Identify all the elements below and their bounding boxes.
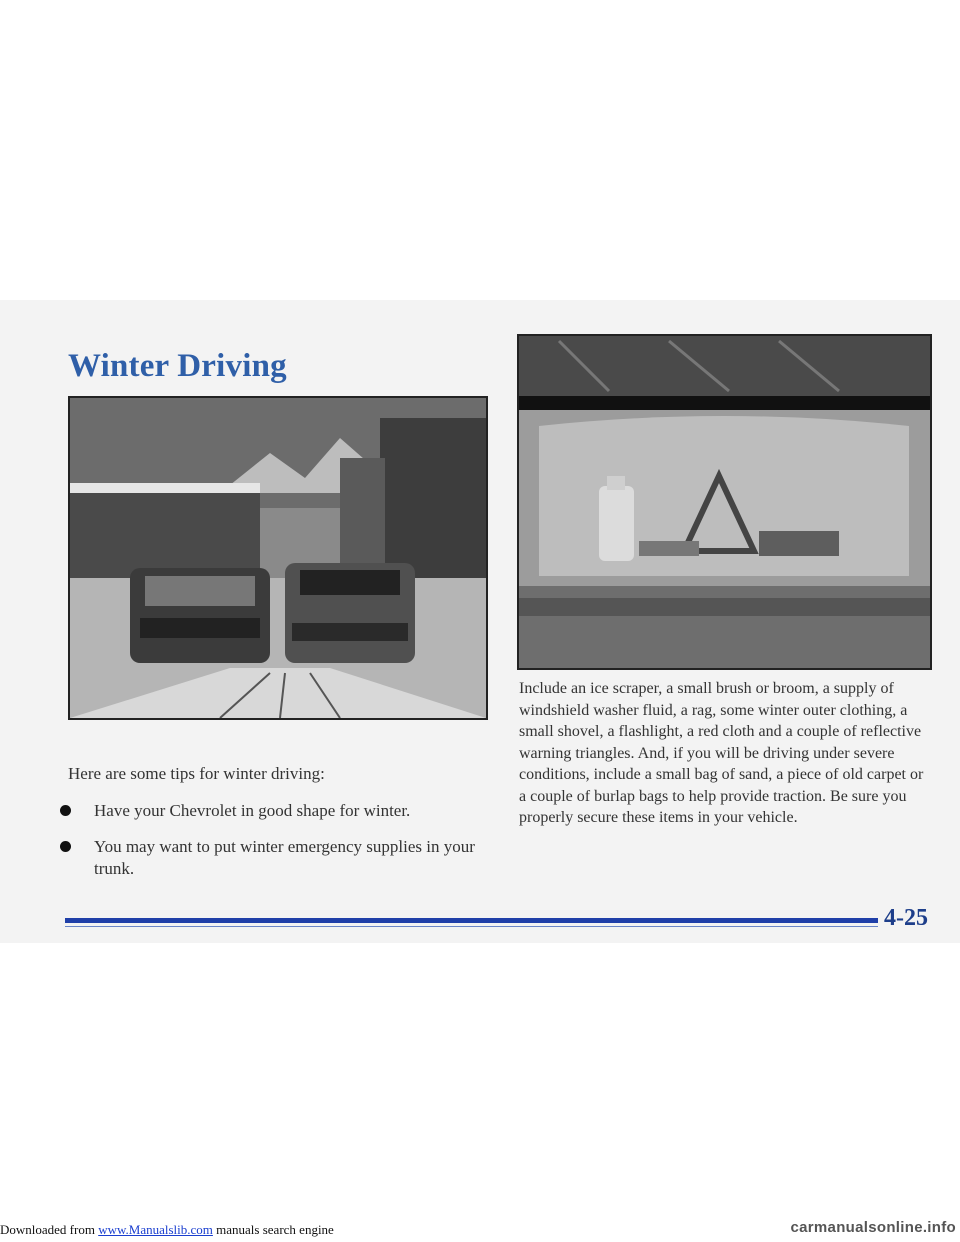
intro-text: Here are some tips for winter driving: (68, 764, 325, 783)
bullet-icon (60, 805, 71, 816)
page-rule-thin (65, 926, 878, 927)
page-rule (65, 918, 878, 923)
footer-prefix: Downloaded from (0, 1222, 99, 1237)
page-number: 4-25 (884, 905, 928, 931)
list-item-text: Have your Chevrolet in good shape for winter. (94, 801, 411, 820)
page-title: Winter Driving (68, 348, 287, 384)
list-item-text: You may want to put winter emergency supplies in your trunk. (94, 837, 475, 878)
footer-suffix: manuals search engine (212, 1222, 334, 1237)
manualslib-link[interactable]: www.Manualslib.com (98, 1222, 213, 1237)
download-footer (0, 1222, 334, 1238)
trunk-supplies-illustration (519, 336, 930, 668)
winter-street-photo (68, 396, 488, 720)
winter-street-illustration (70, 398, 486, 718)
list-item (58, 800, 478, 822)
list-item (58, 836, 478, 880)
tip-list (58, 800, 478, 894)
supplies-paragraph: Include an ice scraper, a small brush or broom, a supply of windshield washer fluid, a rag, some winter outer clothing, a small shovel, a flashlight, a red cloth and a couple of reflective warning triangles. And, if you will be driving under severe conditions, include a small bag of sand, a piece of old carpet or a couple of burlap bags to help provide traction. Be sure you properly secure these items in your vehicle. (519, 680, 924, 826)
bullet-icon (60, 841, 71, 852)
watermark: carmanualsonline.info (790, 1219, 956, 1236)
trunk-supplies-photo (517, 334, 932, 670)
